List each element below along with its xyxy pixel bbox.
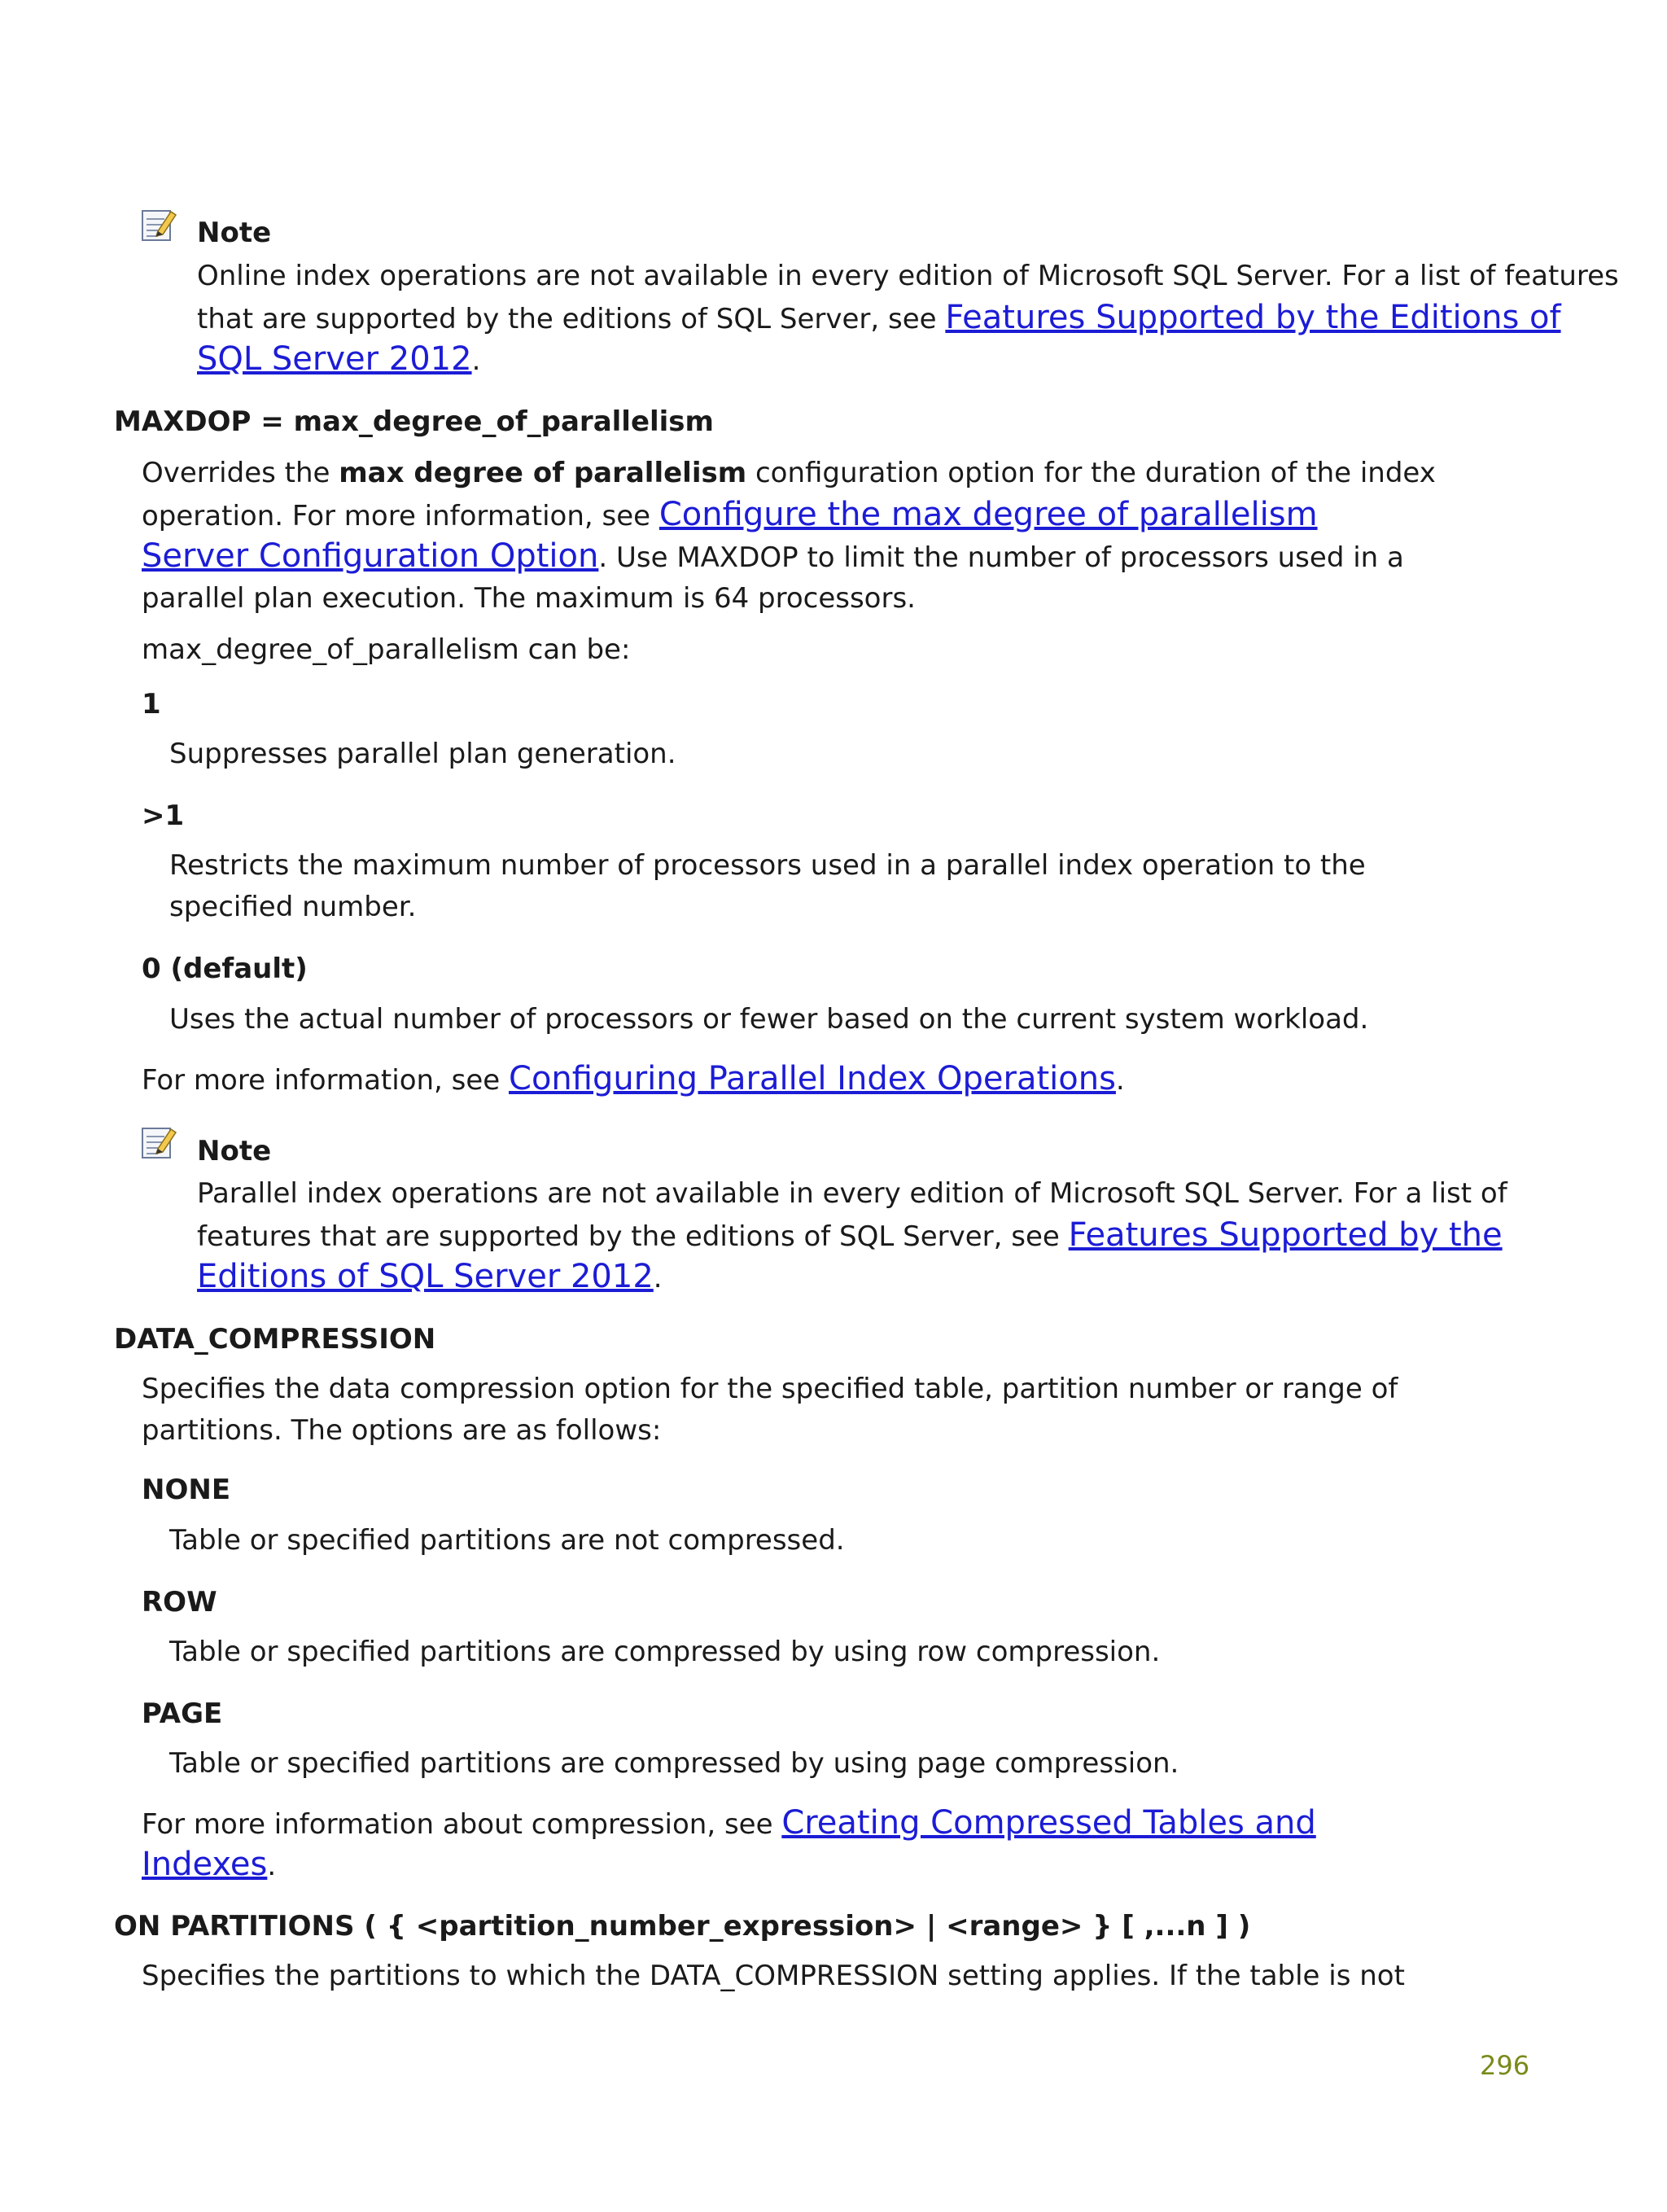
option-description: Table or specified partitions are compressed by using page compression. xyxy=(169,1747,1179,1780)
note-text: Parallel index operations are not available in every edition of Microsoft SQL Server. For a list of xyxy=(197,1177,1507,1210)
option-term: 1 xyxy=(142,688,161,721)
paragraph: Overrides the max degree of parallelism configuration option for the duration of the index xyxy=(142,457,1436,489)
section-heading-maxdop: MAXDOP = max_degree_of_parallelism xyxy=(114,405,714,438)
features-supported-link[interactable]: SQL Server 2012 xyxy=(197,340,472,378)
paragraph: max_degree_of_parallelism can be: xyxy=(142,633,631,666)
features-supported-link[interactable]: Features Supported by the xyxy=(1068,1216,1503,1254)
option-term: >1 xyxy=(142,799,185,832)
note-text: Editions of SQL Server 2012. xyxy=(197,1258,663,1295)
option-description: Restricts the maximum number of processors used in a parallel index operation to the xyxy=(169,849,1366,882)
paragraph: For more information, see Configuring Parallel Index Operations. xyxy=(142,1060,1125,1097)
note-label: Note xyxy=(197,1135,272,1167)
option-term: ROW xyxy=(142,1586,217,1618)
paragraph: Server Configuration Option. Use MAXDOP to limit the number of processors used in a xyxy=(142,537,1404,575)
paragraph: operation. For more information, see Configure the max degree of parallelism xyxy=(142,496,1318,533)
compressed-tables-link[interactable]: Creating Compressed Tables and xyxy=(781,1804,1316,1842)
option-description: specified number. xyxy=(169,891,417,923)
option-description: Table or specified partitions are compressed by using row compression. xyxy=(169,1636,1161,1668)
option-description: Suppresses parallel plan generation. xyxy=(169,738,676,770)
features-supported-link[interactable]: Features Supported by the Editions of xyxy=(945,299,1561,336)
note-text: Online index operations are not available in every edition of Microsoft SQL Server. For a list of features xyxy=(197,260,1619,292)
paragraph: Specifies the data compression option for the specified table, partition number or range of xyxy=(142,1373,1398,1405)
compressed-tables-link[interactable]: Indexes xyxy=(142,1846,268,1883)
features-supported-link[interactable]: Editions of SQL Server 2012 xyxy=(197,1258,654,1295)
page-number: 296 xyxy=(1480,2050,1530,2081)
option-term: NONE xyxy=(142,1474,231,1506)
note-text: that are supported by the editions of SQL Server, see Features Supported by the Editions of xyxy=(197,299,1561,336)
paragraph: Indexes. xyxy=(142,1846,277,1883)
option-description: Table or specified partitions are not compressed. xyxy=(169,1524,845,1557)
configure-maxdop-link[interactable]: Configure the max degree of parallelism xyxy=(658,496,1318,533)
note-icon xyxy=(140,207,177,243)
option-description: Uses the actual number of processors or fewer based on the current system workload. xyxy=(169,1003,1369,1036)
note-text: features that are supported by the editions of SQL Server, see Features Supported by the xyxy=(197,1216,1503,1254)
section-heading-on-partitions: ON PARTITIONS ( { <partition_number_expression> | <range> } [ ,...n ] ) xyxy=(114,1910,1251,1943)
note-text: SQL Server 2012. xyxy=(197,340,481,378)
paragraph: For more information about compression, see Creating Compressed Tables and xyxy=(142,1804,1316,1842)
note-icon xyxy=(140,1124,177,1160)
section-heading-data-compression: DATA_COMPRESSION xyxy=(114,1323,436,1356)
parallel-index-operations-link[interactable]: Configuring Parallel Index Operations xyxy=(509,1060,1116,1097)
paragraph: partitions. The options are as follows: xyxy=(142,1414,662,1447)
configure-maxdop-link[interactable]: Server Configuration Option xyxy=(142,537,599,575)
option-term: PAGE xyxy=(142,1697,223,1730)
paragraph: parallel plan execution. The maximum is 64 processors. xyxy=(142,582,916,615)
option-term: 0 (default) xyxy=(142,953,308,985)
paragraph: Specifies the partitions to which the DATA_COMPRESSION setting applies. If the table is not xyxy=(142,1960,1405,1992)
note-label: Note xyxy=(197,217,272,249)
